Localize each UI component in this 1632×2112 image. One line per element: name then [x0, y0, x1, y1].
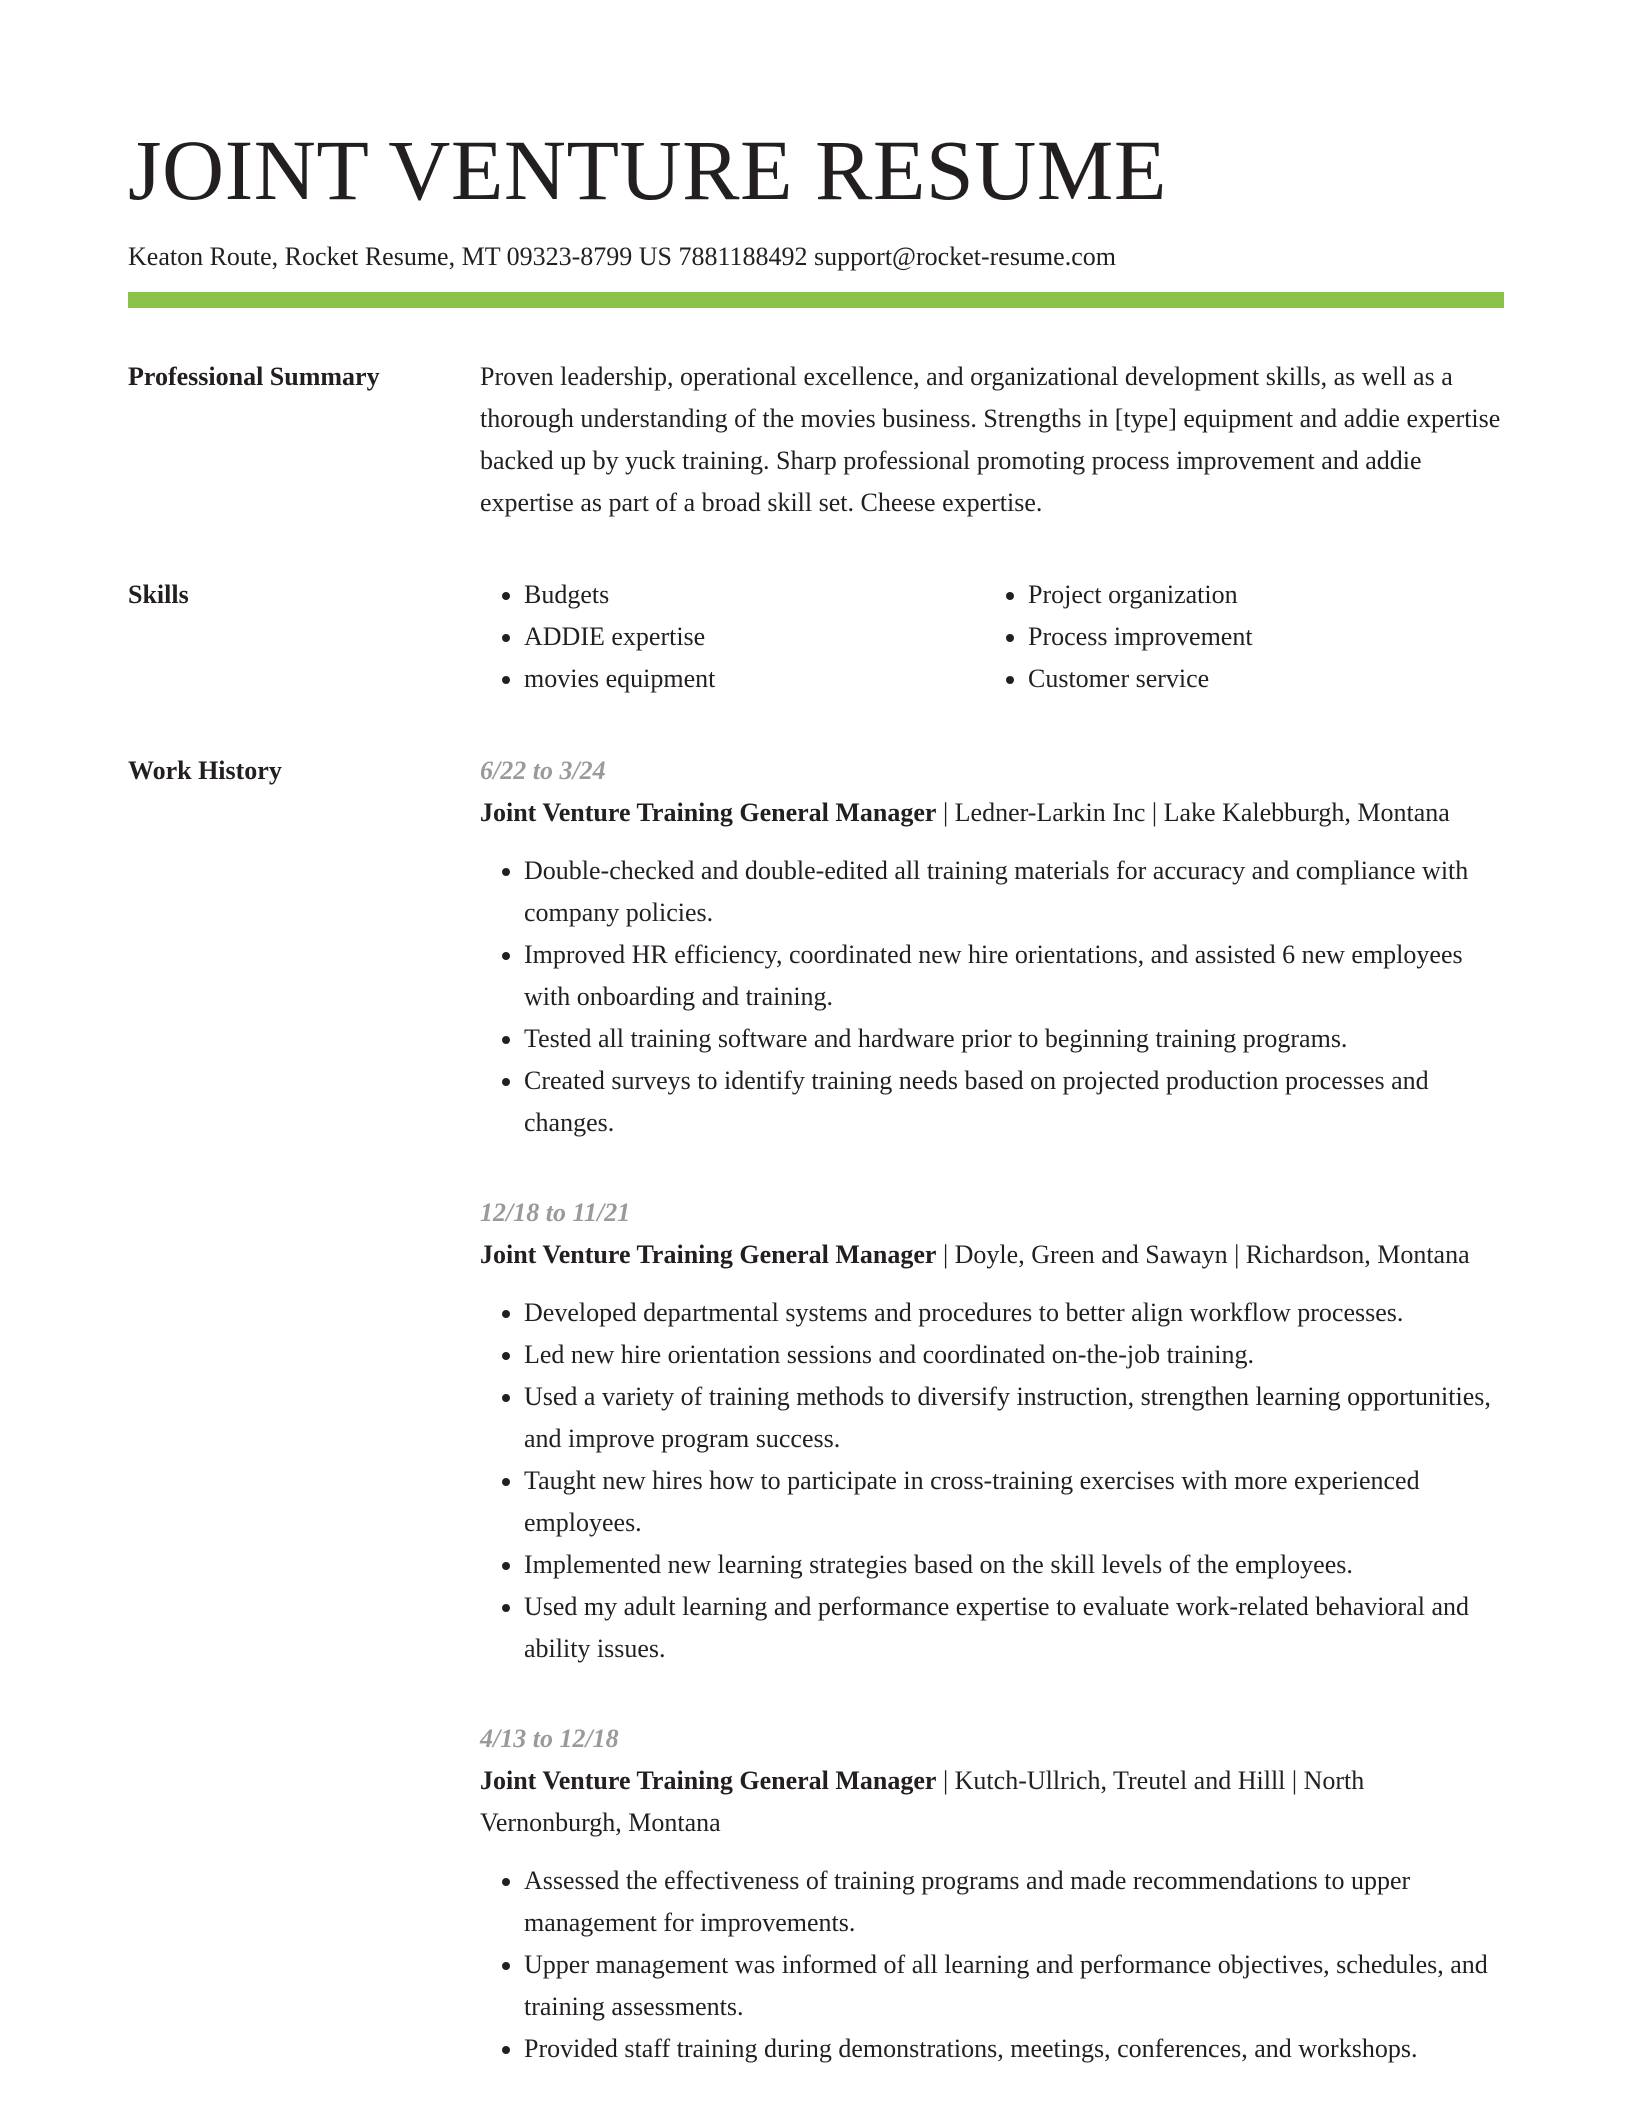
job-bullet: • Provided staff training during demonstrations, meetings, conferences, and workshops. [524, 2028, 1504, 2070]
section-heading: Work History [128, 756, 282, 785]
skill-item: • ADDIE expertise [524, 616, 984, 658]
job-title: Joint Venture Training General Manager [480, 1766, 937, 1795]
job-dates: 6/22 to 3/24 [480, 756, 606, 785]
section-heading: Professional Summary [128, 362, 380, 391]
job-bullet: • Used my adult learning and performance expertise to evaluate work-related behavioral and ability issues. [524, 1586, 1504, 1670]
job-company-location: | Kutch-Ullrich, Treutel and Hilll | North Vernonburgh, Montana [480, 1766, 1365, 1837]
job-heading [480, 792, 1504, 834]
skill-item: • movies equipment [524, 658, 984, 700]
work-history-section [128, 750, 1504, 2070]
job-title: Joint Venture Training General Manager [480, 798, 937, 827]
job-heading [480, 1234, 1504, 1276]
job-bullet: • Assessed the effectiveness of training programs and made recommendations to upper management for improvements. [524, 1860, 1504, 1944]
job-entry [480, 1718, 1504, 2070]
job-bullet: • Taught new hires how to participate in cross-training exercises with more experienced employees. [524, 1460, 1504, 1544]
skill-item: • Project organization [1028, 574, 1488, 616]
job-bullet: • Led new hire orientation sessions and coordinated on-the-job training. [524, 1334, 1504, 1376]
accent-divider [128, 292, 1504, 308]
skill-item: • Process improvement [1028, 616, 1488, 658]
job-bullet: • Upper management was informed of all learning and performance objectives, schedules, and training assessments. [524, 1944, 1504, 2028]
job-entry [480, 750, 1504, 1144]
resume-page [128, 0, 1504, 2070]
job-title: Joint Venture Training General Manager [480, 1240, 937, 1269]
skills-list-left [480, 574, 984, 700]
job-bullet: • Created surveys to identify training needs based on projected production processes and changes. [524, 1060, 1504, 1144]
job-dates: 12/18 to 11/21 [480, 1198, 631, 1227]
job-bullet: • Tested all training software and hardware prior to beginning training programs. [524, 1018, 1504, 1060]
job-bullets [480, 1860, 1504, 2070]
skills-list-right [984, 574, 1488, 700]
resume-title: JOINT VENTURE RESUME [128, 122, 1167, 218]
summary-section [128, 356, 1504, 524]
skill-item: • Customer service [1028, 658, 1488, 700]
job-dates: 4/13 to 12/18 [480, 1724, 619, 1753]
job-bullet: • Double-checked and double-edited all training materials for accuracy and compliance with company policies. [524, 850, 1504, 934]
job-heading [480, 1760, 1504, 1844]
job-bullets [480, 1292, 1504, 1670]
section-heading: Skills [128, 580, 189, 609]
job-entry [480, 1192, 1504, 1670]
job-bullet: • Developed departmental systems and procedures to better align workflow processes. [524, 1292, 1504, 1334]
job-company-location: | Doyle, Green and Sawayn | Richardson, Montana [936, 1240, 1470, 1269]
job-bullets [480, 850, 1504, 1144]
contact-line: Keaton Route, Rocket Resume, MT 09323-8799 US 7881188492 support@rocket-resume.com [128, 242, 1116, 271]
skills-section [128, 574, 1504, 700]
summary-text: Proven leadership, operational excellence, and organizational development skills, as well as a thorough understanding of the movies business. Strengths in [type] equipment and addie expertise backed up by yuck training. Sharp professional promoting process improvement and addie expertise as part of a broad skill set. Cheese expertise. [480, 362, 1501, 517]
skill-item: • Budgets [524, 574, 984, 616]
job-bullet: • Implemented new learning strategies based on the skill levels of the employees. [524, 1544, 1504, 1586]
job-company-location: | Ledner-Larkin Inc | Lake Kalebburgh, Montana [936, 798, 1450, 827]
job-bullet: • Used a variety of training methods to diversify instruction, strengthen learning opportunities, and improve program success. [524, 1376, 1504, 1460]
job-bullet: • Improved HR efficiency, coordinated new hire orientations, and assisted 6 new employees with onboarding and training. [524, 934, 1504, 1018]
